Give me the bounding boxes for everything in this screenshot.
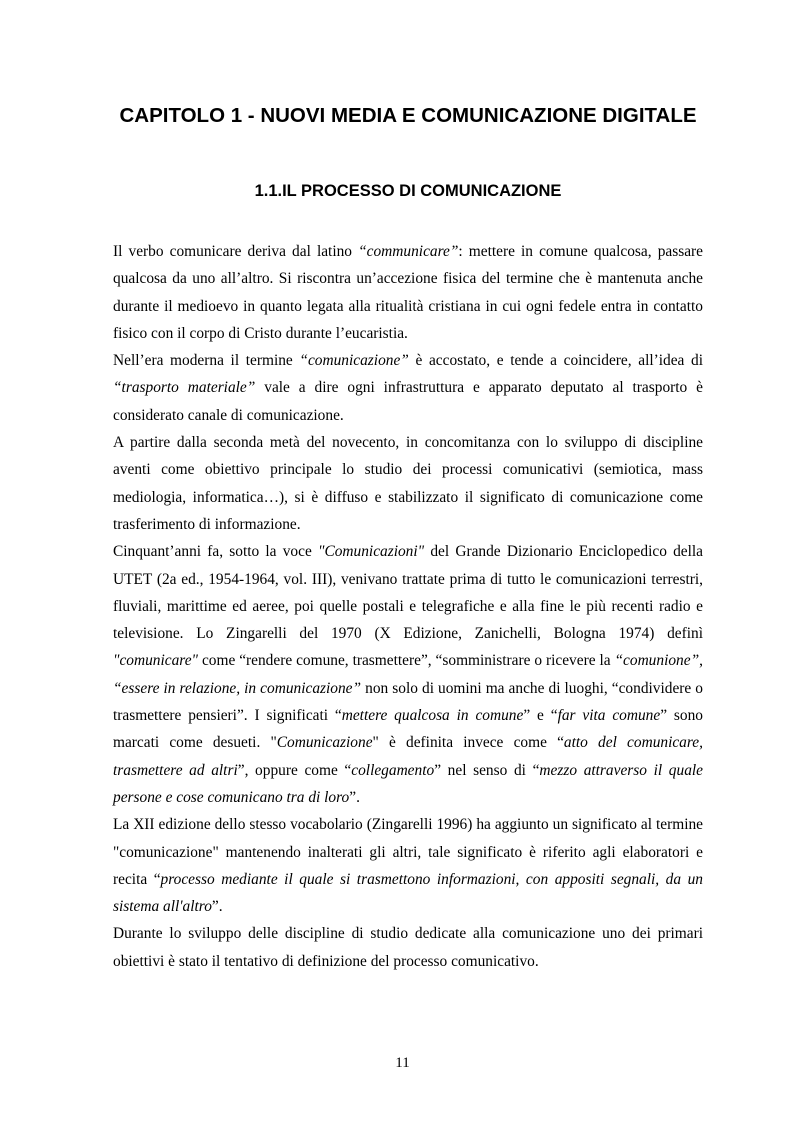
text-run: vale a dire ogni infrastruttura e apparato deputato al trasporto è considerato canale di comunicazione. bbox=[113, 379, 703, 424]
text-run: ”, oppure come “ bbox=[237, 761, 352, 779]
italic-run: “comunicazione” bbox=[299, 352, 409, 370]
text-run: non solo di uomini ma anche di luoghi, “condividere o trasmettere pensieri”. I significati “ bbox=[113, 679, 703, 725]
paragraph-3: A partire dalla seconda metà del novecento, in concomitanza con lo sviluppo di discipline aventi come obiettivo principale lo studio dei processi comunicativi (semiotica, mass mediologia, informatica…), si è diffuso e stabilizzato il significato di comunicazione come trasferimento di informazione. bbox=[113, 434, 703, 533]
italic-run: collegamento bbox=[351, 761, 435, 779]
italic-run: mettere qualcosa in comune bbox=[341, 707, 524, 725]
italic-run: “communicare” bbox=[358, 243, 459, 260]
italic-run: "Comunicazioni" bbox=[317, 543, 425, 561]
paragraph-6: Durante lo sviluppo delle discipline di studio dedicate alla comunicazione uno dei primari obiettivi è stato il tentativo di definizione del processo comunicativo. bbox=[113, 925, 703, 970]
chapter-title: CAPITOLO 1 - NUOVI MEDIA E COMUNICAZIONE DIGITALE bbox=[119, 104, 697, 127]
text-run: è accostato, e tende a coincidere, all’idea di bbox=[408, 352, 703, 370]
paragraph-4 bbox=[113, 538, 703, 811]
text-run: Il verbo comunicare deriva dal latino bbox=[113, 243, 359, 260]
italic-run: far vita comune bbox=[557, 707, 661, 725]
text-run: ”. bbox=[211, 898, 223, 916]
paragraph-5 bbox=[113, 811, 703, 920]
italic-run: Comunicazione bbox=[276, 734, 373, 752]
text-run: come “rendere comune, trasmettere”, “somministrare o ricevere la bbox=[198, 652, 615, 670]
text-run: ” nel senso di “ bbox=[434, 761, 540, 779]
italic-run: processo mediante il quale si trasmettono informazioni, con appositi segnali, da un sistema all'altro bbox=[113, 870, 703, 916]
section-title: 1.1.IL PROCESSO DI COMUNICAZIONE bbox=[254, 182, 562, 200]
italic-run: “trasporto materiale” bbox=[113, 379, 256, 397]
body-text bbox=[113, 238, 703, 975]
italic-run: “comunione” bbox=[614, 652, 700, 670]
italic-run: atto del comunicare, trasmettere ad altri bbox=[113, 734, 703, 779]
paragraph-2 bbox=[113, 347, 703, 429]
page-number: 11 bbox=[395, 1055, 410, 1071]
text-run: Nell’era moderna il termine bbox=[113, 352, 300, 370]
text-run: ” e “ bbox=[523, 707, 558, 725]
text-run: : mettere in comune qualcosa, passare qualcosa da uno all’altro. Si riscontra un’accezione fisica del termine che è mantenuta anche durante il medioevo in quanto legata alla ritualità cristiana in cui ogni fedele entra in contatto fisico con il corpo di Cristo durante l’eucaristia. bbox=[113, 243, 703, 342]
italic-run: mezzo attraverso il quale persone e cose comunicano tra di loro bbox=[113, 761, 703, 806]
paragraph-1 bbox=[113, 238, 703, 347]
text-run: , bbox=[699, 652, 703, 670]
italic-run: “essere in relazione, in comunicazione” bbox=[113, 679, 362, 697]
italic-run: "comunicare" bbox=[113, 652, 199, 670]
text-run: Cinquant’anni fa, sotto la voce bbox=[113, 543, 318, 561]
text-run: ”. bbox=[349, 788, 360, 806]
text-run: del Grande Dizionario Enciclopedico della UTET (2a ed., 1954-1964, vol. III), venivano trattate prima di tutto le comunicazioni terrestri, fluviali, marittime ed aeree, poi quelle postali e telegrafiche e alla fine le più recenti radio e televisione. Lo Zingarelli del 1970 (X Edizione, Zanichelli, Bologna 1974) definì bbox=[113, 543, 704, 643]
text-run: La XII edizione dello stesso vocabolario (Zingarelli 1996) ha aggiunto un significato al termine "comunicazione" mantenendo inalterati gli altri, tale significato è riferito agli elaboratori e recita “ bbox=[113, 816, 703, 888]
text-run: ” sono marcati come desueti. " bbox=[113, 707, 703, 752]
text-run: " è definita invece come “ bbox=[372, 734, 564, 752]
